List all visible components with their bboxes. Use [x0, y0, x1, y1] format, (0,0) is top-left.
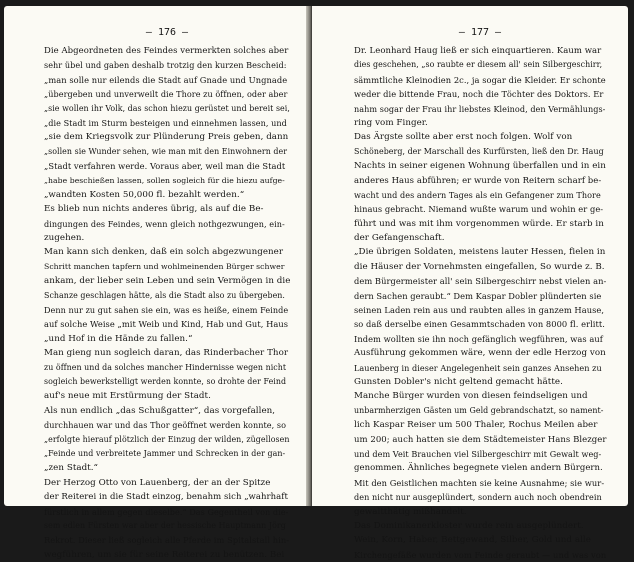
text-line: Manche Bürger wurden von diesen feindseligen und: [354, 391, 588, 402]
text-line: ring vom Finger.: [354, 117, 428, 128]
text-line: zugehen.: [44, 233, 85, 244]
text-line: sämmtliche Kleinodien 2c., ja sogar die Kleider. Er schonte: [354, 74, 606, 85]
left-page-text: [44, 44, 290, 562]
text-line: Man kann sich denken, daß ein solch abgezwungener: [44, 247, 284, 258]
left-page-number: — 176 —: [145, 27, 189, 38]
text-line: „habe beschießen lassen, sollen sogleich für die hiezu aufge-: [44, 175, 285, 185]
text-line: Denn nur zu gut sahen sie ein, was es heiße, einem Feinde: [44, 305, 289, 316]
text-line: „sie wollen ihr Volk, das schon hiezu gerüstet und bereit sei,: [44, 103, 290, 113]
text-line: seinen Laden rein aus und raubten alles in ganzem Hause,: [354, 305, 605, 316]
text-line: anderes Haus abführen; er wurde von Reitern scharf be-: [354, 175, 602, 186]
text-line: wacht und des andern Tages als ein Gefangener zum Thore: [354, 189, 601, 200]
text-line: der Gefangenschaft.: [354, 233, 445, 244]
text-line: „erfolgte hierauf plötzlich der Einzug der wilden, zügellosen: [44, 434, 290, 444]
text-line: führt und was mit ihm vorgenommen würde. Er starb in: [354, 218, 604, 229]
text-line: ankam, der lieber sein Leben und sein Vermögen in die: [44, 276, 291, 287]
left-page: [4, 6, 310, 560]
text-line: Ausführung gekommen wäre, wenn der edle Herzog von: [354, 348, 606, 359]
text-line: zu öffnen und da solches mancher Hindernisse wegen nicht: [44, 362, 287, 372]
text-line: der Reiterei in die Stadt einzog, benahm sich „wahrhaft: [44, 492, 288, 503]
text-line: „Feinde und verbreitete Jammer und Schrecken in der gan-: [44, 448, 286, 458]
text-line: auf solche Weise „mit Weib und Kind, Hab und Gut, Haus: [44, 319, 289, 330]
text-line: fürstlich in allem gegen dieselbe.“ Das Gegentheil von die-: [44, 506, 289, 517]
text-line: und dem Veit Brauchen viel Silbergeschirr mit Gewalt weg-: [354, 448, 602, 459]
text-line: „die Stadt im Sturm besteigen und einnehmen lassen, und: [44, 117, 287, 128]
text-line: durchhauen war und das Thor geöffnet werden konnte, so: [44, 420, 286, 431]
text-line: Als nun endlich „das Schußgatter“, das vorgefallen,: [44, 405, 276, 416]
text-line: „und Hof in die Hände zu fallen.“: [44, 333, 193, 344]
text-line: gewaltthätig mißhandelt.: [354, 506, 467, 517]
text-line: „Die übrigen Soldaten, meistens lauter Hessen, fielen in: [354, 247, 606, 258]
text-line: Schritt manchen tapfern und wohlmeinenden Bürger schwer: [44, 261, 285, 271]
text-line: weder die bittende Frau, noch die Töchter des Doktors. Er: [354, 89, 604, 100]
text-line: sehr übel und gaben deshalb trotzig den kurzen Bescheid:: [44, 60, 287, 71]
right-page-text: [354, 44, 606, 562]
text-line: wegführen, um sie für seine Reiterei zu benützen. Bei: [44, 549, 285, 560]
text-line: Lauenberg in dieser Angelegenheit sein ganzes Ansehen zu: [354, 362, 602, 373]
text-line: Das Dominikanerkloster wurde rein ausgeplündert.: [354, 520, 584, 531]
text-line: Es blieb nun nichts anderes übrig, als auf die Be-: [44, 204, 264, 215]
text-line: Mit den Geistlichen machten sie keine Ausnahme; sie wur-: [354, 477, 605, 488]
text-line: Schöneberg, der Marschall des Kurfürsten, ließ den Dr. Haug: [354, 146, 604, 156]
text-line: sogleich bewerkstelligt werden konnte, so drohte der Feind: [44, 376, 287, 386]
text-line: hinaus gebracht. Niemand wußte warum und wohin er ge-: [354, 204, 604, 215]
text-line: „sollen sie Wunder sehen, wie man mit den Einwohnern der: [44, 146, 288, 156]
text-line: lich Kaspar Reiser um 500 Thaler, Rochus Meilen aber: [354, 420, 598, 431]
text-line: Kirchengefäße wurden vom Feinde geraubt — und was von: [354, 549, 607, 560]
text-line: so daß derselbe einen Gesammtschaden von 8000 fl. erlitt.: [354, 319, 605, 330]
text-line: genommen. Ähnliches begegnete vielen andern Bürgern.: [354, 463, 603, 474]
text-line: Schanze geschlagen hätte, als die Stadt also zu übergeben.: [44, 290, 285, 300]
text-line: die Häuser der Vornehmsten eingefallen, So wurde z. B.: [354, 261, 605, 272]
text-line: „sie dem Kriegsvolk zur Plünderung Preis geben, dann: [44, 132, 289, 143]
text-line: „Stadt verfahren werde. Voraus aber, weil man die Stadt: [44, 161, 286, 172]
right-page: [312, 6, 628, 560]
text-line: Der Herzog Otto von Lauenberg, der an der Spitze: [44, 477, 271, 488]
text-line: „wandten Kosten 50,000 fl. bezahlt werden.“: [44, 189, 245, 200]
text-line: Wein, Korn, Haber, Bettgewand, Silber, Gold und alle: [354, 535, 591, 546]
text-line: dem Bürgermeister all' sein Silbergeschirr nebst vielen an-: [354, 276, 607, 287]
text-line: auf's neue mit Erstürmung der Stadt.: [44, 391, 211, 402]
text-line: Man gieng nun sogleich daran, das Rinderbacher Thor: [44, 348, 289, 359]
text-line: „zen Stadt.“: [44, 463, 99, 474]
text-line: um 200; auch hatten sie dem Städtemeister Hans Blezger: [354, 434, 607, 445]
text-line: sem edlen Fürsten war aber der hessische Hauptmann Jörg: [44, 520, 286, 530]
text-line: unbarmherzigen Gästen um Geld gebrandschatzt, so nament-: [354, 405, 604, 415]
text-line: „man solle nur eilends die Stadt auf Gnade und Ungnade: [44, 74, 288, 85]
text-line: „übergeben und unverweilt die Thore zu öffnen, oder aber: [44, 89, 288, 100]
text-line: Das Ärgste sollte aber erst noch folgen. Wolf von: [354, 132, 573, 143]
text-line: Rekrot. Dieser ließ sogleich alle Pferde im Spitalstall hin-: [44, 535, 290, 546]
text-line: nahm sogar der Frau ihr liebstes Kleinod, den Vermählungs-: [354, 103, 606, 114]
text-line: dern Sachen geraubt.“ Dem Kaspar Dobler plünderten sie: [354, 290, 602, 301]
text-line: dingungen des Feindes, wenn gleich nothgezwungen, ein-: [44, 218, 285, 229]
text-line: Gunsten Dobler's nicht geltend gemacht hätte.: [354, 376, 563, 387]
text-line: Nachts in seiner eigenen Wohnung überfallen und in ein: [354, 161, 606, 172]
text-line: dies geschehen, „so raubte er diesem all' sein Silbergeschirr,: [354, 60, 603, 70]
text-line: den nicht nur ausgeplündert, sondern auch noch obendrein: [354, 492, 602, 503]
right-page-number: — 177 —: [458, 27, 502, 38]
text-line: Dr. Leonhard Haug ließ er sich einquartieren. Kaum war: [354, 46, 602, 56]
text-line: Indem wollten sie ihn noch gefänglich wegführen, was auf: [354, 333, 603, 344]
text-line: Die Abgeordneten des Feindes vermerkten solches aber: [44, 46, 289, 56]
